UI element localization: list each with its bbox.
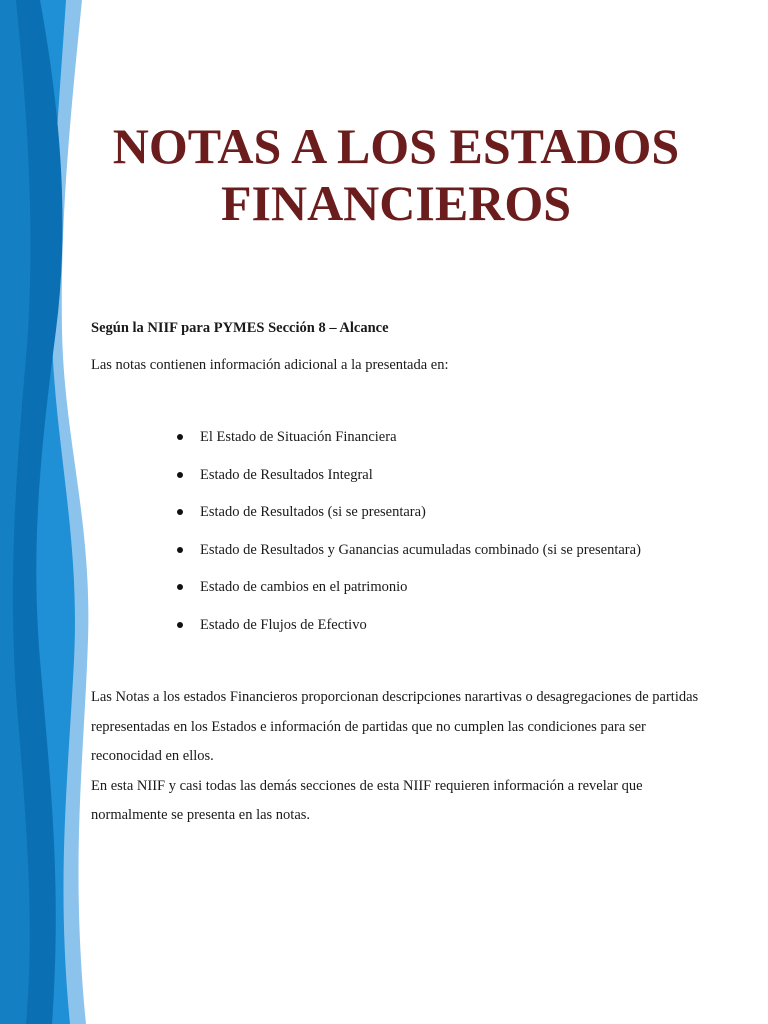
bullet-icon — [177, 584, 183, 590]
document-title: NOTAS A LOS ESTADOS FINANCIEROS — [112, 118, 680, 231]
list-item — [175, 464, 641, 502]
list-item-label: Estado de cambios en el patrimonio — [200, 579, 408, 595]
intro-text: Las notas contienen información adicional a la presentada en: — [91, 357, 449, 373]
list-item — [175, 501, 641, 539]
list-item-label: Estado de Flujos de Efectivo — [200, 616, 367, 633]
section-subtitle: Según la NIIF para PYMES Sección 8 – Alcance — [91, 320, 389, 336]
list-item — [175, 539, 641, 577]
list-item-label: Estado de Resultados y Ganancias acumuladas combinado (si se presentara) — [200, 541, 641, 558]
body-text — [91, 683, 711, 831]
bullet-icon — [177, 622, 183, 628]
list-item — [175, 426, 641, 464]
bullet-icon — [177, 547, 183, 553]
bullet-icon — [177, 434, 183, 440]
list-item — [175, 614, 641, 652]
bullet-icon — [177, 472, 183, 478]
list-item-label: Estado de Resultados (si se presentara) — [200, 504, 426, 520]
bullet-icon — [177, 509, 183, 515]
list-item — [175, 576, 641, 614]
statements-list — [175, 426, 641, 651]
list-item-label: Estado de Resultados Integral — [200, 466, 373, 483]
paragraph-niif-requirements: En esta NIIF y casi todas las demás secciones de esta NIIF requieren información a revelar que normalmente se presenta en las notas. — [91, 777, 643, 823]
list-item-label: El Estado de Situación Financiera — [200, 429, 397, 445]
paragraph-notes-description: Las Notas a los estados Financieros proporcionan descripciones narartivas o desagregaciones de partidas representadas en los Estados e información de partidas que no cumplen las condiciones para ser reconocidad en ellos. — [91, 689, 699, 764]
